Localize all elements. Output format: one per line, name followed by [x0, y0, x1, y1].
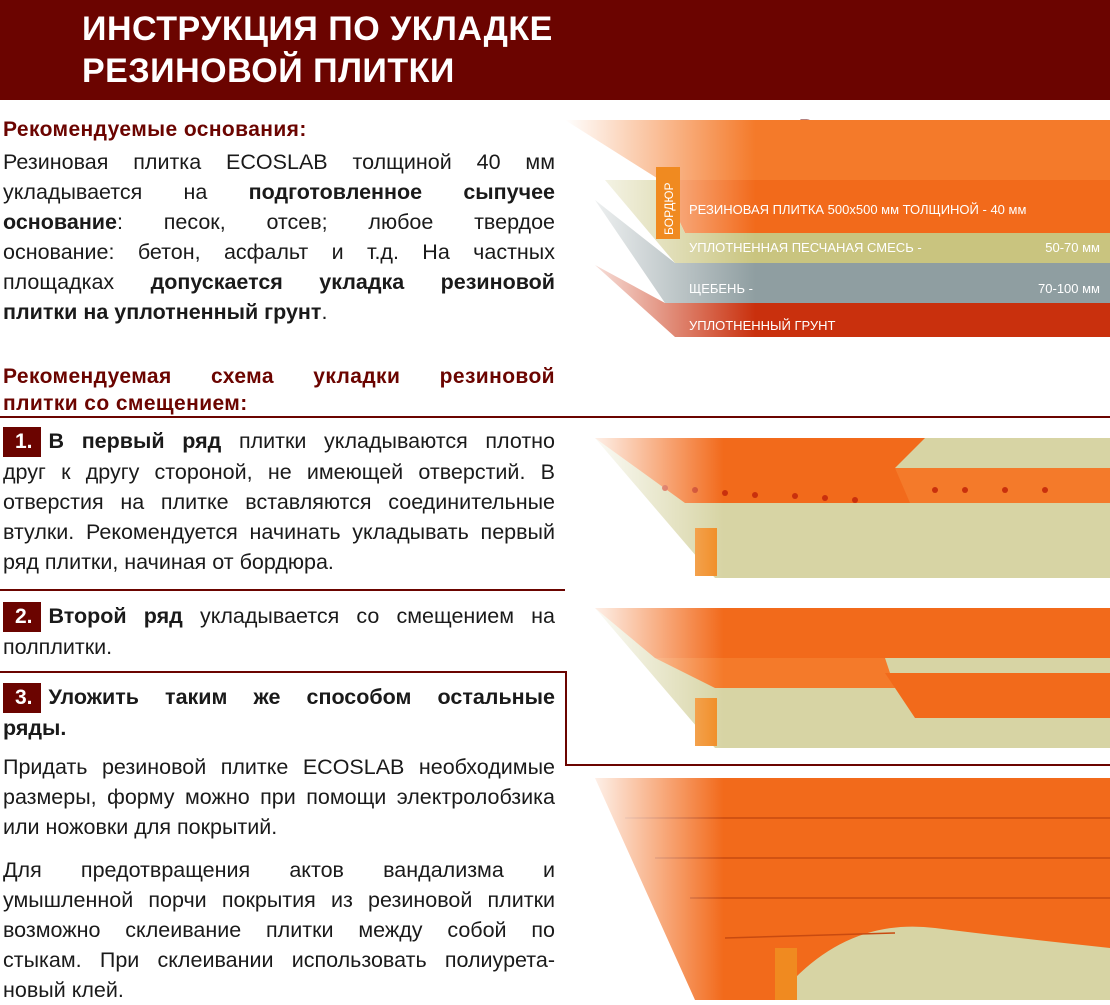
extra-2-line-4: стыкам. При склеивании использовать полиурета- [3, 948, 555, 972]
bases-line-6b: . [321, 300, 328, 324]
bases-line-3 [3, 207, 555, 237]
extra-2-line-2: умышленной порчи покрытия из резиновой плитки [3, 888, 555, 912]
bases-line-5b: допускается укладка резиновой [150, 270, 555, 294]
bases-section [3, 116, 555, 143]
bases-text [3, 147, 555, 327]
step-3-rule-horizontal [565, 764, 1110, 766]
bases-line-6a: плитки на уплотненный грунт [3, 300, 322, 324]
extra-1-line-1: Придать резиновой плитке ECOSLAB необходимые [3, 755, 555, 779]
gravel-value: 70-100 мм [1038, 281, 1100, 296]
extra-2-line-1: Для предотвращения актов вандализма и [3, 858, 555, 882]
title-line-2: РЕЗИНОВОЙ ПЛИТКИ [82, 52, 455, 90]
bases-line-4: основание: бетон, асфальт и т.д. На частных [3, 240, 555, 264]
step-2-line-1 [3, 601, 555, 632]
step-3-bold-2: ряды. [3, 716, 67, 740]
step-2-rule [0, 671, 565, 673]
step-3-number: 3. [3, 683, 41, 713]
sand-label: УПЛОТНЕННАЯ ПЕСЧАНАЯ СМЕСЬ - [689, 240, 922, 255]
soil-label: УПЛОТНЕННЫЙ ГРУНТ [689, 318, 836, 333]
bases-line-2 [3, 177, 555, 207]
extra-paragraph-2 [3, 855, 555, 1005]
bases-title: Рекомендуемые основания: [3, 118, 307, 141]
page-title [82, 8, 553, 92]
step-1-number: 1. [3, 427, 41, 457]
step-2-line-1-text: укладывается со смещением на [182, 604, 556, 628]
step-1 [3, 426, 555, 577]
step-2-bold: Второй ряд [48, 604, 183, 628]
bases-line-3a: основание [3, 210, 117, 234]
step-2-number: 2. [3, 602, 41, 632]
extra-2-line-3: возможно склеивание плитки между собой по [3, 918, 555, 942]
tile-label: РЕЗИНОВАЯ ПЛИТКА 500x500 мм ТОЛЩИНОЙ - 40 мм [689, 202, 1027, 217]
bases-line-6 [3, 297, 555, 327]
step-1-illustration [595, 428, 1110, 578]
scheme-section [3, 363, 555, 417]
bases-line-5 [3, 267, 555, 297]
step-1-line-1 [3, 426, 555, 457]
step-2-line-2: полплитки. [3, 635, 113, 659]
step-3-line-2 [3, 713, 555, 743]
step-3-illustration [595, 778, 1110, 1000]
step-1-line-1-text: плитки укладываются плотно [221, 429, 555, 453]
title-line-1: ИНСТРУКЦИЯ ПО УКЛАДКЕ [82, 10, 553, 48]
step-3-line-1 [3, 682, 555, 713]
step-3 [3, 682, 555, 743]
step-1-line-5: ряд плитки, начиная от бордюра. [3, 550, 334, 574]
border-label: БОРДЮР [662, 182, 676, 235]
extra-1-line-3: или ножовки для покрытий. [3, 815, 278, 839]
step-3-bold-1: Уложить таким же способом остальные [48, 685, 555, 709]
step-2 [3, 601, 555, 662]
sand-value: 50-70 мм [1045, 240, 1100, 255]
bases-line-1: Резиновая плитка ECOSLAB толщиной 40 мм [3, 150, 555, 174]
bases-line-2b: подготовленное сыпучее [248, 180, 555, 204]
bases-line-5a: площадках [3, 270, 151, 294]
step-1-line-4: втулки. Рекомендуется начинать укладывать первый [3, 520, 555, 544]
step-2-illustration [595, 598, 1110, 748]
extra-2-line-5: новый клей. [3, 978, 124, 1002]
step-1-line-3: отверстия на плитке вставляются соединительные [3, 490, 555, 514]
scheme-title-1: Рекомендуемая схема укладки резиновой [3, 365, 555, 388]
extra-paragraph-1 [3, 752, 555, 842]
step-1-bold: В первый ряд [48, 429, 222, 453]
scheme-rule [0, 416, 1110, 418]
layers-diagram [565, 120, 1110, 345]
bases-line-3b: : песок, отсев; любое твердое [116, 210, 555, 234]
scheme-title-2: плитки со смещением: [3, 392, 248, 415]
step-1-line-2: друг к другу стороной, не имеющей отверстий. В [3, 460, 555, 484]
extra-1-line-2: размеры, форму можно при помощи электролобзика [3, 785, 555, 809]
step-3-rule-vertical [565, 671, 567, 766]
step-1-rule [0, 589, 565, 591]
gravel-label: ЩЕБЕНЬ - [689, 281, 753, 296]
bases-line-2a: укладывается на [3, 180, 249, 204]
page-header [0, 0, 1110, 100]
